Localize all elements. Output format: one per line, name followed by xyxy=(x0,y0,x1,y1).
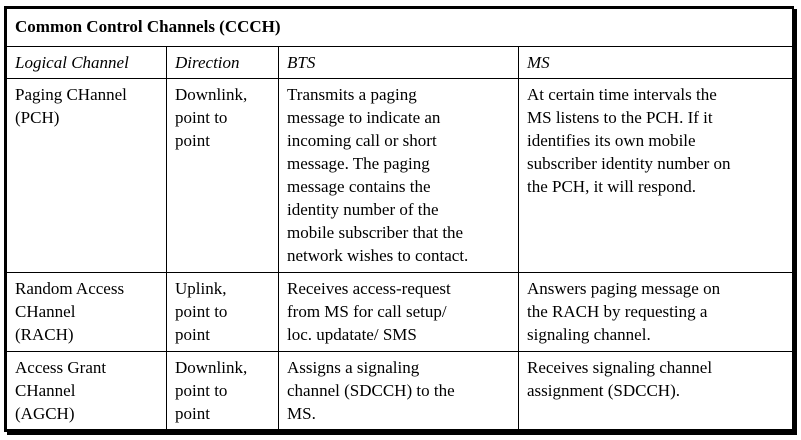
cell-line: (PCH) xyxy=(15,108,60,128)
cell-line: Receives signaling channel xyxy=(527,357,713,377)
cell-line: channel (SDCCH) to the xyxy=(287,380,455,400)
cell-line: Assigns a signaling xyxy=(287,357,420,377)
cell-ms xyxy=(519,79,793,273)
cell-line: network wishes to contact. xyxy=(287,246,469,266)
cell-line: Paging CHannel xyxy=(15,85,127,105)
cell-channel xyxy=(7,79,167,273)
ccch-table-frame xyxy=(4,6,794,432)
cell-channel xyxy=(7,351,167,429)
cell-line: Random Access xyxy=(15,279,125,299)
cell-line: Uplink, xyxy=(175,279,227,299)
cell-direction xyxy=(167,273,279,351)
cell-line: assignment (SDCCH). xyxy=(527,380,680,400)
cell-line: message contains the xyxy=(287,177,431,197)
cell-line: identity number of the xyxy=(287,200,439,220)
cell-line: message. The paging xyxy=(287,154,430,174)
cell-line: point xyxy=(175,403,210,423)
cell-direction xyxy=(167,79,279,273)
cell-line: MS. xyxy=(287,403,316,423)
table-row-agch xyxy=(7,351,793,429)
table-title-row xyxy=(7,9,793,47)
header-direction: Direction xyxy=(167,46,279,79)
cell-line: the RACH by requesting a xyxy=(527,302,708,322)
cell-line: the PCH, it will respond. xyxy=(527,177,697,197)
cell-ms xyxy=(519,273,793,351)
cell-channel xyxy=(7,273,167,351)
cell-bts xyxy=(279,351,519,429)
ccch-table xyxy=(6,8,793,430)
cell-line: mobile subscriber that the xyxy=(287,223,464,243)
cell-line: incoming call or short xyxy=(287,131,437,151)
cell-line: CHannel xyxy=(15,380,76,400)
cell-line: subscriber identity number on xyxy=(527,154,731,174)
cell-line: signaling channel. xyxy=(527,325,651,345)
cell-line: Transmits a paging xyxy=(287,85,417,105)
cell-line: Downlink, xyxy=(175,85,248,105)
cell-line: Access Grant xyxy=(15,357,107,377)
cell-line: point xyxy=(175,325,210,345)
cell-line: message to indicate an xyxy=(287,108,441,128)
cell-line: point to xyxy=(175,108,228,128)
header-logical-channel: Logical Channel xyxy=(7,46,167,79)
table-title: Common Control Channels (CCCH) xyxy=(7,9,793,47)
cell-line: point to xyxy=(175,302,228,322)
cell-bts xyxy=(279,273,519,351)
cell-line: Receives access-request xyxy=(287,279,451,299)
cell-line: MS listens to the PCH. If it xyxy=(527,108,713,128)
cell-line: loc. updatate/ SMS xyxy=(287,325,417,345)
cell-line: At certain time intervals the xyxy=(527,85,717,105)
cell-line: (AGCH) xyxy=(15,403,75,423)
cell-bts xyxy=(279,79,519,273)
header-row xyxy=(7,46,793,79)
cell-line: Downlink, xyxy=(175,357,248,377)
cell-direction xyxy=(167,351,279,429)
cell-line: point to xyxy=(175,380,228,400)
cell-ms xyxy=(519,351,793,429)
cell-line: from MS for call setup/ xyxy=(287,302,447,322)
cell-line: CHannel xyxy=(15,302,76,322)
cell-line: identifies its own mobile xyxy=(527,131,696,151)
header-bts: BTS xyxy=(279,46,519,79)
header-ms: MS xyxy=(519,46,793,79)
cell-line: Answers paging message on xyxy=(527,279,721,299)
table-row-pch xyxy=(7,79,793,273)
cell-line: point xyxy=(175,131,210,151)
cell-line: (RACH) xyxy=(15,325,74,345)
table-row-rach xyxy=(7,273,793,351)
